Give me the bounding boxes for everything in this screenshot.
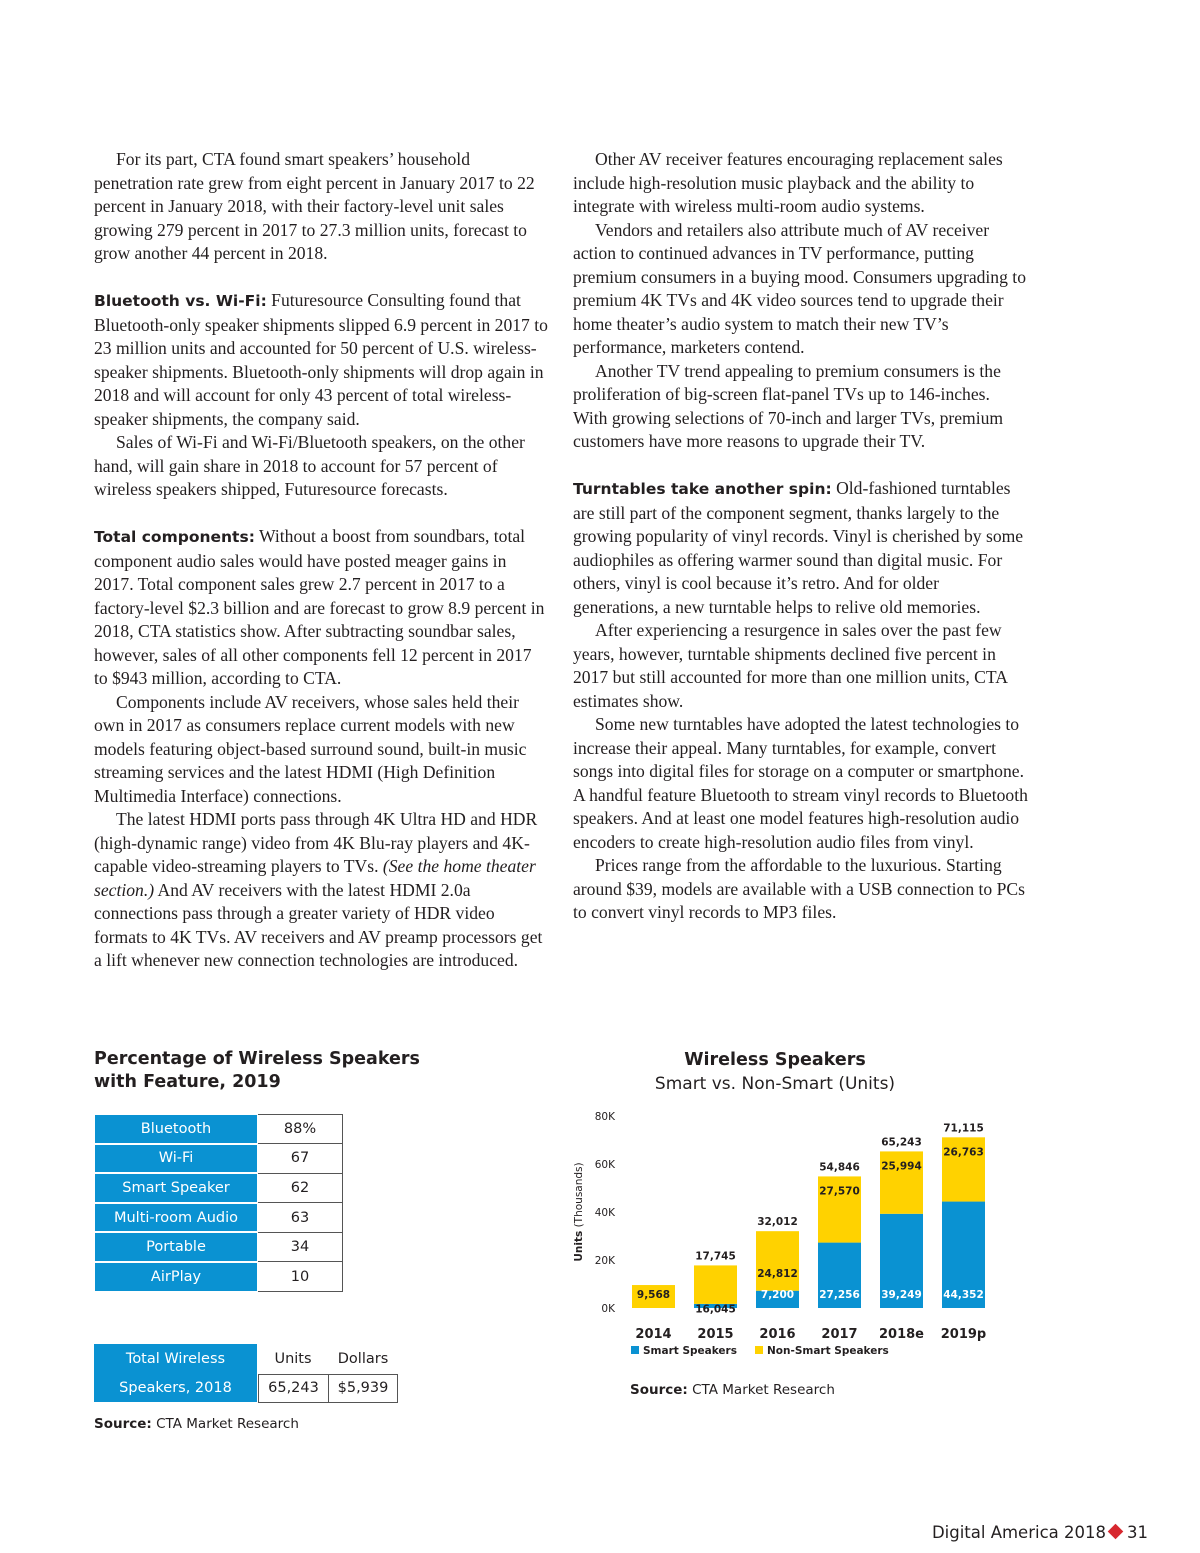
paragraph: Some new turntables have adopted the latest technologies to increase their appeal. Many turntables, for example, convert songs into digital files for storage on a computer or smartphone. A handful feature Bluetooth to stream vinyl records to Bluetooth speakers. And at least one model features high-resolution audio encoders to create high-resolution audio files from vinyl. <box>573 714 1028 852</box>
y-tick-label: 20K <box>594 1255 615 1267</box>
paragraph: Other AV receiver features encouraging replacement sales include high-resolution music playback and the ability to integrate with wireless multi-room audio systems. <box>573 149 1003 216</box>
feature-row <box>95 1144 343 1174</box>
feature-row <box>95 1115 343 1144</box>
data-label-non-smart: 26,763 <box>943 1146 984 1159</box>
dollars-value: $5,939 <box>328 1374 398 1403</box>
chart-subtitle: Smart vs. Non-Smart (Units) <box>654 1074 896 1094</box>
feature-table-title <box>94 1048 454 1094</box>
paragraph <box>573 477 1028 619</box>
feature-row <box>95 1203 343 1233</box>
x-tick-label: 2017 <box>821 1327 858 1342</box>
data-label-smart: 7,200 <box>760 1289 795 1301</box>
italic-reference: (See the home theater section.) <box>94 856 536 900</box>
y-axis-label <box>573 1162 585 1261</box>
right-text-column <box>573 148 1028 925</box>
source-text: CTA Market Research <box>151 1416 299 1432</box>
source-note-left <box>94 1416 299 1432</box>
data-label-non-smart: 9,568 <box>636 1289 671 1301</box>
data-label-non-smart: 24,812 <box>757 1268 798 1281</box>
source-label: Source: <box>630 1382 688 1398</box>
data-label-total: 65,243 <box>881 1136 922 1149</box>
paragraph-text: The latest HDMI ports pass through 4K Ultra HD and HDR (high-dynamic range) video from 4K Blu-ray players and 4K-capable video-streaming players to TVs. <box>94 809 538 876</box>
data-label-non-smart: 25,994 <box>881 1160 922 1173</box>
y-tick-label: 80K <box>594 1111 615 1123</box>
feature-table-title-line: with Feature, 2019 <box>94 1072 281 1092</box>
feature-table-title-line: Percentage of Wireless Speakers <box>94 1049 420 1069</box>
paragraph: For its part, CTA found smart speakers’ household penetration rate grew from eight percent in January 2017 to 22 percent in January 2018, with their factory-level unit sales growing 279 percent in 2017 to 27.3 million units, forecast to grow another 44 percent in 2018. <box>94 149 535 263</box>
x-tick-label: 2015 <box>697 1327 734 1342</box>
units-header: Units <box>274 1351 312 1367</box>
paragraph <box>94 525 549 691</box>
section-heading: Bluetooth vs. Wi-Fi: <box>94 292 267 310</box>
y-axis-label-unit: (Thousands) <box>573 1162 585 1231</box>
section-heading: Total components: <box>94 528 255 546</box>
data-label-total: 17,745 <box>695 1250 736 1263</box>
legend-label-non-smart: Non-Smart Speakers <box>767 1345 889 1357</box>
page-number: 31 <box>1127 1523 1148 1542</box>
bar-non-smart-speakers <box>694 1265 737 1304</box>
x-tick-label: 2019p <box>940 1327 987 1342</box>
paragraph: Components include AV receivers, whose sales held their own in 2017 as consumers replace current models with new models featuring object-based surround sound, built-in music streaming services and the latest HDMI (High Definition Multimedia Interface) connections. <box>94 691 527 806</box>
diamond-icon <box>1108 1524 1124 1540</box>
paragraph <box>94 808 549 973</box>
feature-table <box>94 1114 343 1293</box>
feature-value: 62 <box>258 1173 343 1203</box>
left-text-column <box>94 148 549 973</box>
source-label: Source: <box>94 1416 152 1432</box>
total-label-line: Total Wireless <box>125 1351 226 1367</box>
feature-value: 67 <box>258 1144 343 1174</box>
page-footer <box>932 1523 1148 1542</box>
feature-label: AirPlay <box>95 1262 258 1292</box>
data-label-non-smart: 16,045 <box>695 1303 736 1316</box>
y-tick-label: 0K <box>601 1303 615 1315</box>
data-label-smart: 39,249 <box>881 1289 922 1301</box>
paragraph-text: And AV receivers with the latest HDMI 2.0a connections pass through a greater variety of HDR video formats to 4K TVs. AV receivers and AV preamp processors get a lift whenever new connection technologies are introduced. <box>94 879 543 970</box>
data-label-smart: 44,352 <box>943 1289 984 1301</box>
feature-value: 63 <box>258 1203 343 1233</box>
feature-label: Bluetooth <box>95 1115 258 1144</box>
chart-title <box>600 1048 950 1096</box>
total-label-cell <box>94 1344 257 1402</box>
y-tick-label: 60K <box>594 1159 615 1171</box>
chart-title-main: Wireless Speakers <box>684 1050 866 1070</box>
section-text: Old-fashioned turntables are still part of the component segment, thanks largely to the growing popularity of vinyl records. Vinyl is cherished by some audiophiles as offering warmer sound than digital music. For others, vinyl is cool because it’s retro. And for older generations, a new turntable helps to relive old memories. <box>573 478 1024 617</box>
feature-value: 10 <box>258 1262 343 1292</box>
feature-label: Portable <box>95 1232 258 1262</box>
feature-value: 88% <box>258 1115 343 1144</box>
feature-label: Multi-room Audio <box>95 1203 258 1233</box>
section-text: Without a boost from soundbars, total component audio sales would have posted meager gains in 2017. Total component sales grew 2.7 percent in 2017 to a factory-level $2.3 billion and are forecast to grow 8.9 percent in 2018, CTA statistics show. After subtracting soundbar sales, however, sales of all other components fell 12 percent in 2017 to $943 million, according to CTA. <box>94 526 545 688</box>
data-label-total: 54,846 <box>819 1161 860 1174</box>
paragraph <box>94 289 549 431</box>
feature-label: Wi-Fi <box>95 1144 258 1174</box>
legend-swatch-non-smart <box>755 1346 763 1354</box>
x-tick-label: 2016 <box>759 1327 796 1342</box>
source-note-right <box>630 1382 835 1398</box>
wireless-speakers-chart <box>565 1105 1005 1375</box>
units-value: 65,243 <box>258 1374 329 1403</box>
publication-name: Digital America 2018 <box>931 1523 1106 1542</box>
dollars-header: Dollars <box>337 1351 389 1367</box>
section-heading: Turntables take another spin: <box>573 480 832 498</box>
bar-non-smart-speakers <box>756 1231 799 1291</box>
total-label-line: Speakers, 2018 <box>119 1380 232 1396</box>
data-label-total: 32,012 <box>757 1216 798 1229</box>
x-tick-label: 2014 <box>635 1327 672 1342</box>
paragraph: Sales of Wi-Fi and Wi-Fi/Bluetooth speakers, on the other hand, will gain share in 2018 to account for 57 percent of wireless speakers shipped, Futuresource forecasts. <box>94 432 525 499</box>
paragraph: Another TV trend appealing to premium consumers is the proliferation of big-screen flat-panel TVs up to 146-inches. With growing selections of 70-inch and larger TVs, premium customers have more reasons to upgrade their TV. <box>573 360 1004 451</box>
y-axis-label-bold: Units <box>573 1230 585 1262</box>
feature-row <box>95 1262 343 1292</box>
paragraph: After experiencing a resurgence in sales over the past few years, however, turntable shipments declined five percent in 2017 but still accounted for more than one million units, CTA estimates show. <box>573 620 1007 711</box>
data-label-total: 71,115 <box>943 1122 984 1135</box>
legend-label-smart: Smart Speakers <box>643 1345 737 1357</box>
paragraph: Prices range from the affordable to the luxurious. Starting around $39, models are available with a USB connection to PCs to convert vinyl records to MP3 files. <box>573 855 1025 922</box>
paragraph: Vendors and retailers also attribute much of AV receiver action to continued advances in TV performance, putting premium consumers in a buying mood. Consumers upgrading to premium 4K TVs and 4K video sources tend to upgrade their home theater’s audio system to match their new TV’s performance, marketers contend. <box>573 219 1026 357</box>
source-text: CTA Market Research <box>687 1382 835 1398</box>
data-label-smart: 27,256 <box>819 1289 860 1301</box>
section-text: Futuresource Consulting found that Bluetooth-only speaker shipments slipped 6.9 percent in 2017 to 23 million units and accounted for 50 percent of U.S. wireless-speaker shipments. Bluetooth-only shipments will drop again in 2018 and will account for only 43 percent of total wireless-speaker shipments, the company said. <box>94 290 548 429</box>
y-tick-label: 40K <box>594 1207 615 1219</box>
legend-swatch-smart <box>631 1346 639 1354</box>
feature-value: 34 <box>258 1232 343 1262</box>
data-label-non-smart: 27,570 <box>819 1185 860 1198</box>
feature-row <box>95 1232 343 1262</box>
feature-row <box>95 1173 343 1203</box>
x-tick-label: 2018e <box>879 1327 924 1342</box>
feature-label: Smart Speaker <box>95 1173 258 1203</box>
